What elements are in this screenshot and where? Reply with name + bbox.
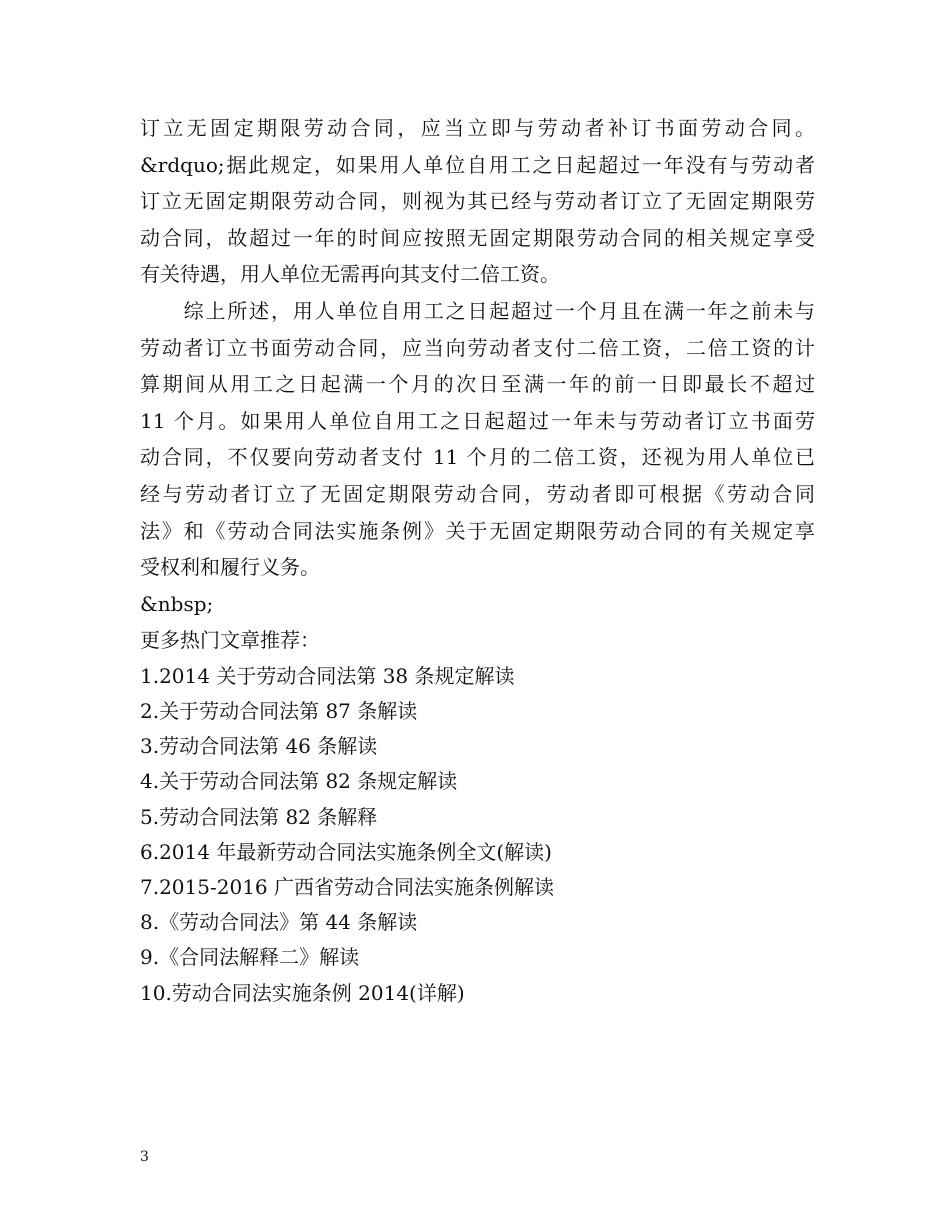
text-line: 受权利和履行义务。 <box>140 555 320 580</box>
article-link-8[interactable]: 8.《劳动合同法》第 44 条解读 <box>140 910 418 935</box>
article-link-1[interactable]: 1.2014 关于劳动合同法第 38 条规定解读 <box>140 663 515 688</box>
more-articles-heading: 更多热门文章推荐： <box>140 628 320 653</box>
text-line: 订立无固定期限劳动合同，应当立即与劳动者补订书面劳动合同。 <box>140 116 815 140</box>
document-body <box>140 110 815 1011</box>
text-line: 算期间从用工之日起满一个月的次日至满一年的前一日即最长不超过 <box>140 372 815 397</box>
article-link-5[interactable]: 5.劳动合同法第 82 条解释 <box>140 804 378 829</box>
text-line: 11 个月。如果用人单位自用工之日起超过一年未与劳动者订立书面劳 <box>140 408 815 433</box>
article-link-10[interactable]: 10.劳动合同法实施条例 2014(详解) <box>140 980 465 1005</box>
page-number: 3 <box>140 1149 149 1165</box>
text-line: 综上所述，用人单位自用工之日起超过一个月且在满一年之前未与 <box>140 298 815 323</box>
text-line: 订立无固定期限劳动合同，则视为其已经与劳动者订立了无固定期限劳 <box>140 189 815 214</box>
article-link-3[interactable]: 3.劳动合同法第 46 条解读 <box>140 734 378 759</box>
text-line: 经与劳动者订立了无固定期限劳动合同，劳动者即可根据《劳动合同 <box>140 481 815 506</box>
article-link-6[interactable]: 6.2014 年最新劳动合同法实施条例全文(解读) <box>140 839 552 864</box>
paragraph-2 <box>140 293 815 586</box>
text-line: 动合同，不仅要向劳动者支付 11 个月的二倍工资，还视为用人单位已 <box>140 445 815 470</box>
text-line: 有关待遇，用人单位无需再向其支付二倍工资。 <box>140 262 560 287</box>
text-line: &rdquo;据此规定，如果用人单位自用工之日起超过一年没有与劳动者 <box>140 152 815 177</box>
article-link-7[interactable]: 7.2015-2016 广西省劳动合同法实施条例解读 <box>140 875 554 900</box>
article-link-4[interactable]: 4.关于劳动合同法第 82 条规定解读 <box>140 769 458 794</box>
text-line: 动合同，故超过一年的时间应按照无固定期限劳动合同的相关规定享受 <box>140 225 815 250</box>
text-line: 法》和《劳动合同法实施条例》关于无固定期限劳动合同的有关规定享 <box>140 518 815 543</box>
article-link-9[interactable]: 9.《合同法解释二》解读 <box>140 945 360 970</box>
text-line: 劳动者订立书面劳动合同，应当向劳动者支付二倍工资，二倍工资的计 <box>140 335 815 360</box>
article-list <box>140 659 815 1011</box>
nbsp-line: &nbsp; <box>140 591 214 616</box>
paragraph-1 <box>140 110 815 293</box>
article-link-2[interactable]: 2.关于劳动合同法第 87 条解读 <box>140 699 418 724</box>
